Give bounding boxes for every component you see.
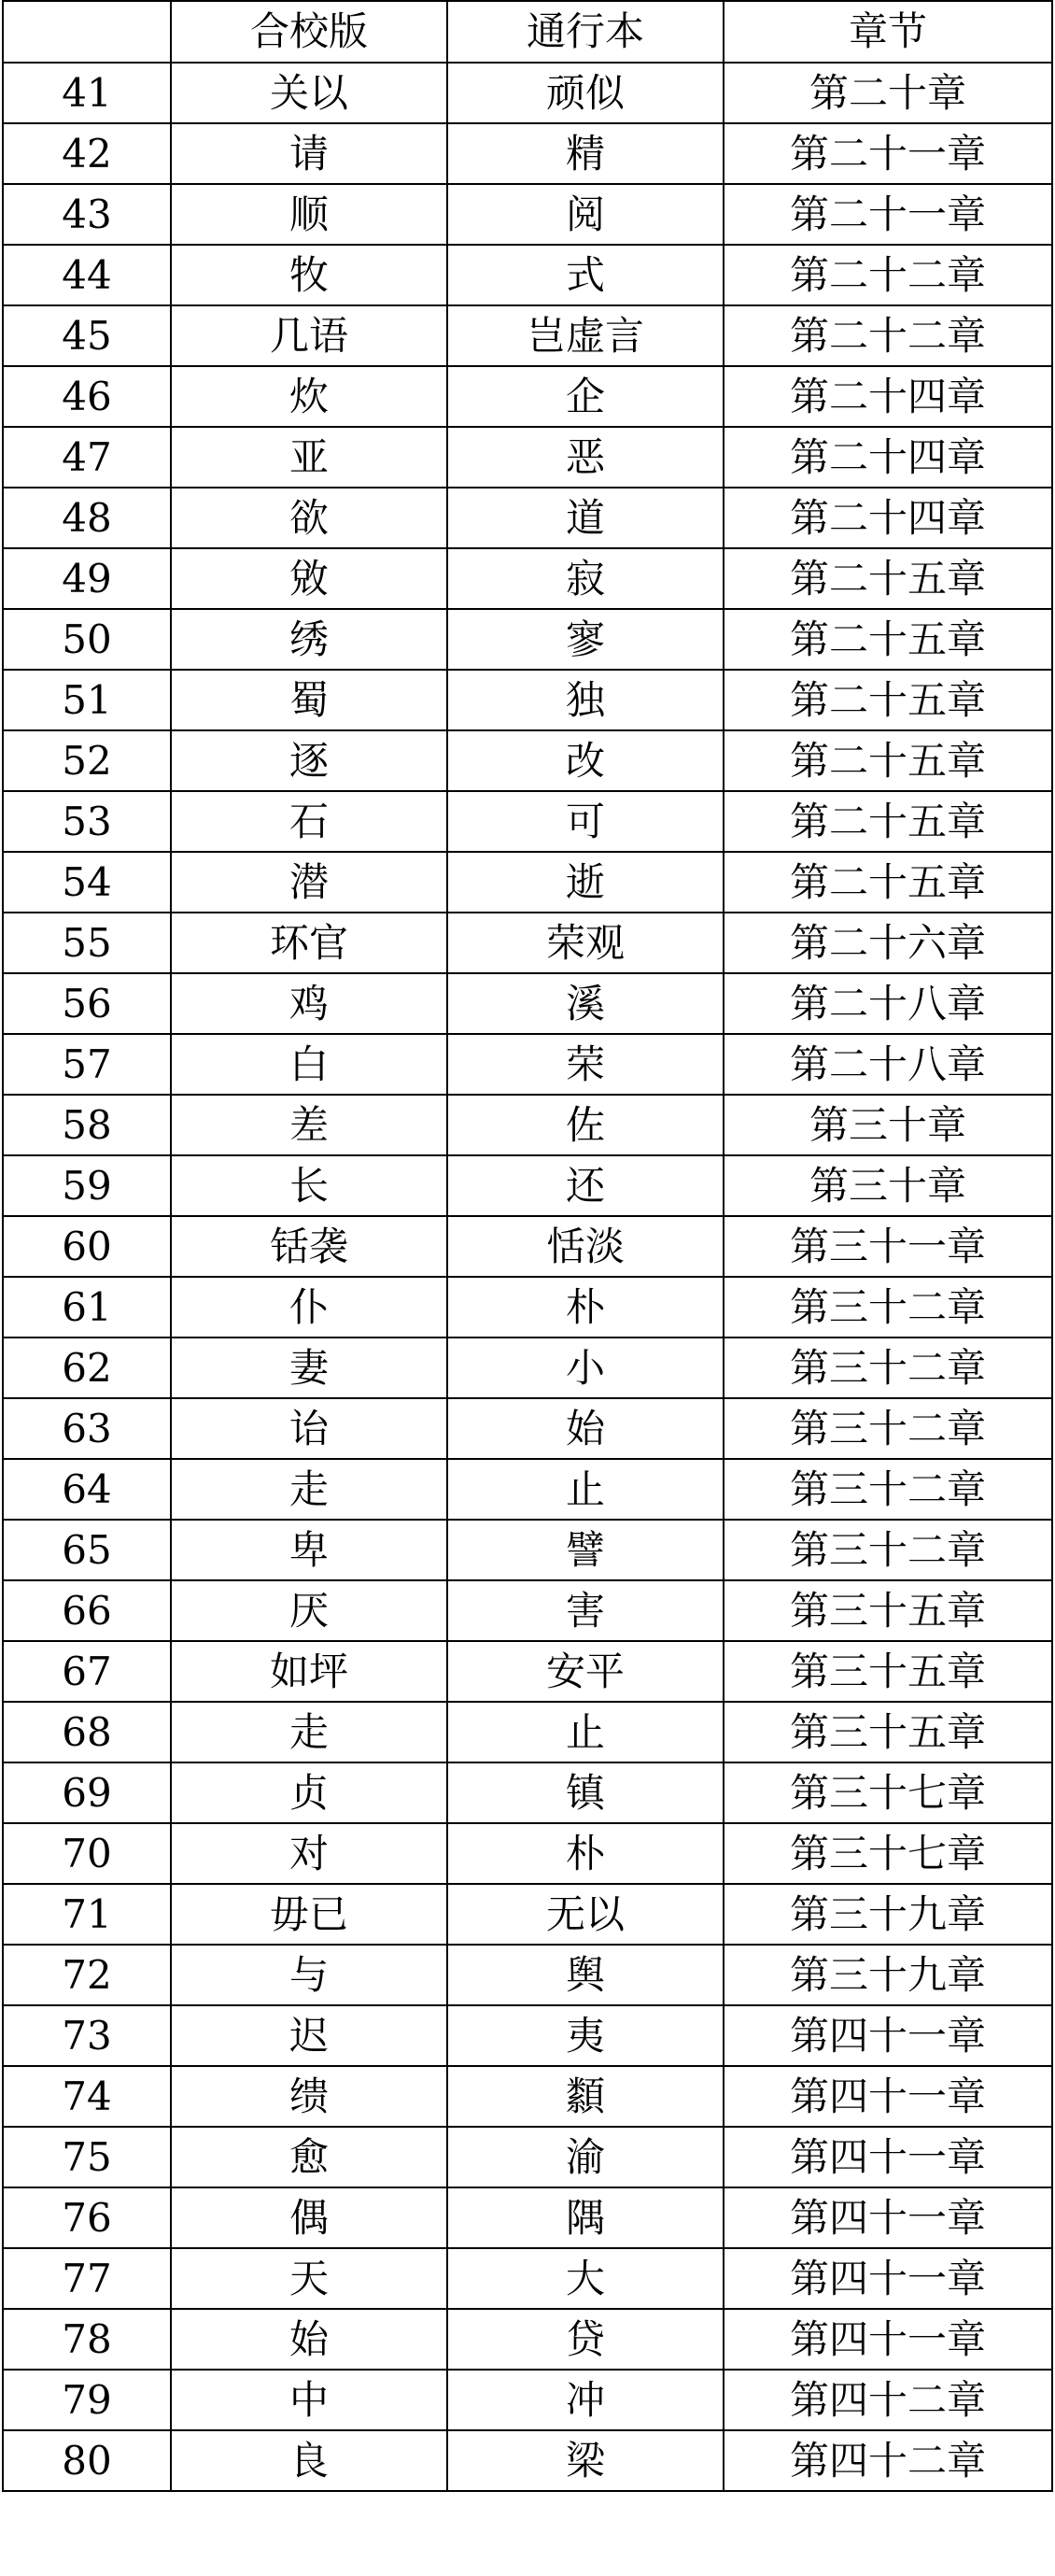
tongxing-cell: 佐: [447, 1095, 724, 1155]
tongxing-cell: 荣: [447, 1034, 724, 1095]
table-row: [3, 184, 1052, 245]
tongxing-cell: 道: [447, 488, 724, 548]
chapter-cell: 第三十二章: [724, 1338, 1052, 1398]
row-index-cell: 66: [3, 1580, 171, 1641]
tongxing-cell: 朴: [447, 1277, 724, 1338]
row-index-cell: 44: [3, 245, 171, 305]
table-row: [3, 1338, 1052, 1398]
hejiao-cell: 天: [171, 2248, 447, 2309]
hejiao-cell: 顺: [171, 184, 447, 245]
tongxing-cell: 小: [447, 1338, 724, 1398]
tongxing-cell: 独: [447, 670, 724, 730]
tongxing-cell: 还: [447, 1155, 724, 1216]
row-index-cell: 63: [3, 1398, 171, 1459]
hejiao-cell: 请: [171, 123, 447, 184]
hejiao-cell: 卑: [171, 1520, 447, 1580]
row-index-cell: 51: [3, 670, 171, 730]
row-index-cell: 41: [3, 63, 171, 123]
table-row: [3, 305, 1052, 366]
table-row: [3, 63, 1052, 123]
tongxing-cell: 恬淡: [447, 1216, 724, 1277]
table-row: [3, 1277, 1052, 1338]
chapter-cell: 第四十一章: [724, 2309, 1052, 2370]
hejiao-cell: 几语: [171, 305, 447, 366]
chapter-cell: 第三十五章: [724, 1580, 1052, 1641]
chapter-cell: 第二十五章: [724, 730, 1052, 791]
table-row: [3, 913, 1052, 973]
table-body: [3, 63, 1052, 2491]
chapter-cell: 第三十五章: [724, 1641, 1052, 1702]
hejiao-cell: 白: [171, 1034, 447, 1095]
tongxing-cell: 寂: [447, 548, 724, 609]
tongxing-cell: 大: [447, 2248, 724, 2309]
row-index-cell: 57: [3, 1034, 171, 1095]
row-index-cell: 43: [3, 184, 171, 245]
hejiao-cell: 中: [171, 2370, 447, 2430]
hejiao-cell: 走: [171, 1702, 447, 1762]
header-chapter: 章节: [724, 1, 1052, 63]
hejiao-cell: 鸡: [171, 973, 447, 1034]
table-row: [3, 852, 1052, 913]
header-index: [3, 1, 171, 63]
header-hejiao-version: 合校版: [171, 1, 447, 63]
row-index-cell: 71: [3, 1884, 171, 1945]
tongxing-cell: 无以: [447, 1884, 724, 1945]
table-row: [3, 488, 1052, 548]
chapter-cell: 第二十五章: [724, 852, 1052, 913]
table-row: [3, 1945, 1052, 2005]
table-row: [3, 427, 1052, 488]
chapter-cell: 第四十一章: [724, 2066, 1052, 2127]
row-index-cell: 67: [3, 1641, 171, 1702]
row-index-cell: 68: [3, 1702, 171, 1762]
tongxing-cell: 贷: [447, 2309, 724, 2370]
hejiao-cell: 愈: [171, 2127, 447, 2187]
tongxing-cell: 始: [447, 1398, 724, 1459]
tongxing-cell: 譬: [447, 1520, 724, 1580]
hejiao-cell: 贞: [171, 1762, 447, 1823]
table-row: [3, 1520, 1052, 1580]
row-index-cell: 55: [3, 913, 171, 973]
table-row: [3, 2430, 1052, 2491]
table-row: [3, 1762, 1052, 1823]
chapter-cell: 第三十二章: [724, 1398, 1052, 1459]
chapter-cell: 第三十二章: [724, 1520, 1052, 1580]
row-index-cell: 75: [3, 2127, 171, 2187]
tongxing-cell: 害: [447, 1580, 724, 1641]
chapter-cell: 第二十二章: [724, 245, 1052, 305]
row-index-cell: 78: [3, 2309, 171, 2370]
tongxing-cell: 镇: [447, 1762, 724, 1823]
hejiao-cell: 亚: [171, 427, 447, 488]
hejiao-cell: 炊: [171, 366, 447, 427]
chapter-cell: 第四十二章: [724, 2430, 1052, 2491]
hejiao-cell: 环官: [171, 913, 447, 973]
table-row: [3, 1034, 1052, 1095]
row-index-cell: 42: [3, 123, 171, 184]
row-index-cell: 59: [3, 1155, 171, 1216]
hejiao-cell: 对: [171, 1823, 447, 1884]
chapter-cell: 第三十章: [724, 1095, 1052, 1155]
tongxing-cell: 梁: [447, 2430, 724, 2491]
table-row: [3, 1459, 1052, 1520]
tongxing-cell: 止: [447, 1459, 724, 1520]
table-row: [3, 2309, 1052, 2370]
row-index-cell: 54: [3, 852, 171, 913]
row-index-cell: 56: [3, 973, 171, 1034]
chapter-cell: 第三十九章: [724, 1884, 1052, 1945]
tongxing-cell: 改: [447, 730, 724, 791]
tongxing-cell: 夷: [447, 2005, 724, 2066]
table-row: [3, 366, 1052, 427]
table-row: [3, 730, 1052, 791]
chapter-cell: 第二十五章: [724, 609, 1052, 670]
row-index-cell: 79: [3, 2370, 171, 2430]
tongxing-cell: 阅: [447, 184, 724, 245]
chapter-cell: 第四十一章: [724, 2127, 1052, 2187]
hejiao-cell: 石: [171, 791, 447, 852]
row-index-cell: 76: [3, 2187, 171, 2248]
hejiao-cell: 铦袭: [171, 1216, 447, 1277]
tongxing-cell: 顽似: [447, 63, 724, 123]
chapter-cell: 第三十七章: [724, 1823, 1052, 1884]
chapter-cell: 第二十五章: [724, 670, 1052, 730]
hejiao-cell: 诒: [171, 1398, 447, 1459]
header-row: [3, 1, 1052, 63]
table-row: [3, 1216, 1052, 1277]
row-index-cell: 80: [3, 2430, 171, 2491]
tongxing-cell: 可: [447, 791, 724, 852]
tongxing-cell: 岂虚言: [447, 305, 724, 366]
tongxing-cell: 舆: [447, 1945, 724, 2005]
tongxing-cell: 纇: [447, 2066, 724, 2127]
hejiao-cell: 毋已: [171, 1884, 447, 1945]
table-row: [3, 2005, 1052, 2066]
chapter-cell: 第二十四章: [724, 488, 1052, 548]
row-index-cell: 65: [3, 1520, 171, 1580]
row-index-cell: 47: [3, 427, 171, 488]
tongxing-cell: 安平: [447, 1641, 724, 1702]
hejiao-cell: 牧: [171, 245, 447, 305]
hejiao-cell: 关以: [171, 63, 447, 123]
row-index-cell: 62: [3, 1338, 171, 1398]
row-index-cell: 46: [3, 366, 171, 427]
table-row: [3, 1823, 1052, 1884]
tongxing-cell: 溪: [447, 973, 724, 1034]
hejiao-cell: 长: [171, 1155, 447, 1216]
hejiao-cell: 始: [171, 2309, 447, 2370]
chapter-cell: 第二十四章: [724, 366, 1052, 427]
table-row: [3, 1398, 1052, 1459]
table-row: [3, 973, 1052, 1034]
hejiao-cell: 潜: [171, 852, 447, 913]
header-tongxing-version: 通行本: [447, 1, 724, 63]
hejiao-cell: 仆: [171, 1277, 447, 1338]
hejiao-cell: 妻: [171, 1338, 447, 1398]
row-index-cell: 60: [3, 1216, 171, 1277]
chapter-cell: 第二十四章: [724, 427, 1052, 488]
table-row: [3, 791, 1052, 852]
tongxing-cell: 隅: [447, 2187, 724, 2248]
tongxing-cell: 止: [447, 1702, 724, 1762]
chapter-cell: 第三十九章: [724, 1945, 1052, 2005]
tongxing-cell: 精: [447, 123, 724, 184]
chapter-cell: 第二十八章: [724, 973, 1052, 1034]
tongxing-cell: 冲: [447, 2370, 724, 2430]
chapter-cell: 第三十二章: [724, 1459, 1052, 1520]
table-row: [3, 1702, 1052, 1762]
row-index-cell: 73: [3, 2005, 171, 2066]
table-row: [3, 245, 1052, 305]
row-index-cell: 72: [3, 1945, 171, 2005]
row-index-cell: 50: [3, 609, 171, 670]
row-index-cell: 49: [3, 548, 171, 609]
row-index-cell: 48: [3, 488, 171, 548]
table-row: [3, 2187, 1052, 2248]
chapter-cell: 第三十章: [724, 1155, 1052, 1216]
tongxing-cell: 恶: [447, 427, 724, 488]
chapter-cell: 第二十六章: [724, 913, 1052, 973]
chapter-cell: 第三十二章: [724, 1277, 1052, 1338]
row-index-cell: 58: [3, 1095, 171, 1155]
row-index-cell: 69: [3, 1762, 171, 1823]
hejiao-cell: 偶: [171, 2187, 447, 2248]
table-row: [3, 609, 1052, 670]
chapter-cell: 第三十七章: [724, 1762, 1052, 1823]
hejiao-cell: 与: [171, 1945, 447, 2005]
hejiao-cell: 逐: [171, 730, 447, 791]
row-index-cell: 61: [3, 1277, 171, 1338]
chapter-cell: 第二十五章: [724, 791, 1052, 852]
chapter-cell: 第二十一章: [724, 184, 1052, 245]
hejiao-cell: 差: [171, 1095, 447, 1155]
table-row: [3, 548, 1052, 609]
comparison-table: [2, 0, 1053, 2492]
table-row: [3, 670, 1052, 730]
hejiao-cell: 厌: [171, 1580, 447, 1641]
chapter-cell: 第二十五章: [724, 548, 1052, 609]
table-row: [3, 1155, 1052, 1216]
tongxing-cell: 朴: [447, 1823, 724, 1884]
hejiao-cell: 敓: [171, 548, 447, 609]
hejiao-cell: 蜀: [171, 670, 447, 730]
tongxing-cell: 寥: [447, 609, 724, 670]
table-row: [3, 1095, 1052, 1155]
row-index-cell: 53: [3, 791, 171, 852]
tongxing-cell: 式: [447, 245, 724, 305]
table-row: [3, 1580, 1052, 1641]
row-index-cell: 52: [3, 730, 171, 791]
row-index-cell: 45: [3, 305, 171, 366]
hejiao-cell: 缋: [171, 2066, 447, 2127]
hejiao-cell: 良: [171, 2430, 447, 2491]
hejiao-cell: 绣: [171, 609, 447, 670]
row-index-cell: 64: [3, 1459, 171, 1520]
table-row: [3, 2066, 1052, 2127]
hejiao-cell: 如坪: [171, 1641, 447, 1702]
chapter-cell: 第三十五章: [724, 1702, 1052, 1762]
tongxing-cell: 逝: [447, 852, 724, 913]
chapter-cell: 第三十一章: [724, 1216, 1052, 1277]
tongxing-cell: 企: [447, 366, 724, 427]
chapter-cell: 第二十章: [724, 63, 1052, 123]
table-row: [3, 2370, 1052, 2430]
chapter-cell: 第二十二章: [724, 305, 1052, 366]
table-row: [3, 1641, 1052, 1702]
row-index-cell: 70: [3, 1823, 171, 1884]
row-index-cell: 74: [3, 2066, 171, 2127]
table-row: [3, 2248, 1052, 2309]
hejiao-cell: 迟: [171, 2005, 447, 2066]
chapter-cell: 第四十二章: [724, 2370, 1052, 2430]
tongxing-cell: 荣观: [447, 913, 724, 973]
tongxing-cell: 渝: [447, 2127, 724, 2187]
chapter-cell: 第四十一章: [724, 2248, 1052, 2309]
table-row: [3, 1884, 1052, 1945]
chapter-cell: 第二十八章: [724, 1034, 1052, 1095]
table-row: [3, 2127, 1052, 2187]
hejiao-cell: 走: [171, 1459, 447, 1520]
table-row: [3, 123, 1052, 184]
chapter-cell: 第四十一章: [724, 2005, 1052, 2066]
hejiao-cell: 欲: [171, 488, 447, 548]
row-index-cell: 77: [3, 2248, 171, 2309]
chapter-cell: 第四十一章: [724, 2187, 1052, 2248]
chapter-cell: 第二十一章: [724, 123, 1052, 184]
